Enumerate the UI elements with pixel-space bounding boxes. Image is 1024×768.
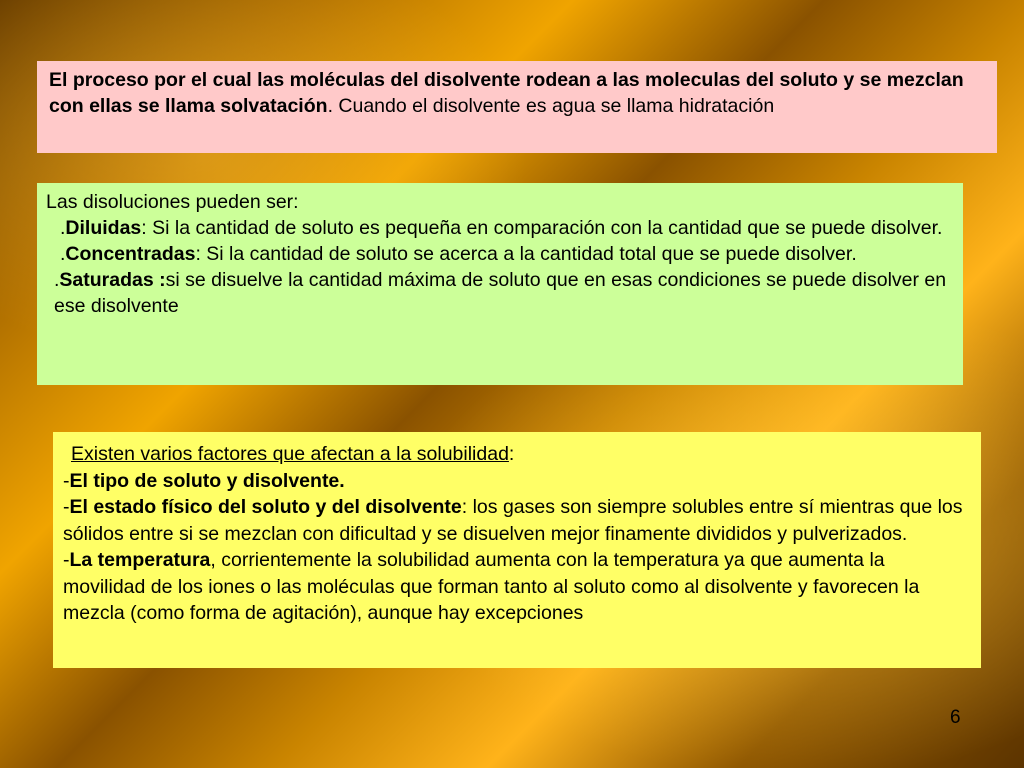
factor-tipo: [63, 468, 971, 495]
item-text: : los gases son siempre solubles entre sí mientras que los sólidos entre si se mezclan con dificultad y se disuelven mejor finamente divididos y pulverizados.: [63, 496, 963, 545]
item-term: Diluidas: [65, 217, 142, 239]
item-prefix: -: [63, 469, 70, 492]
item-text: : Si la cantidad de soluto es pequeña en comparación con la cantidad que se puede disolver.: [141, 217, 943, 239]
solution-type-saturadas: [46, 267, 954, 319]
factor-temperatura: [63, 547, 971, 627]
intro-colon: :: [508, 443, 515, 465]
solvation-definition-rest: . Cuando el disolvente es agua se llama hidratación: [327, 95, 775, 117]
solution-type-diluidas: [46, 215, 954, 241]
solution-types-intro: Las disoluciones pueden ser:: [46, 191, 299, 213]
item-term: El tipo de soluto y disolvente.: [69, 469, 345, 492]
item-prefix: .: [60, 217, 66, 239]
item-term: La temperatura: [69, 549, 211, 571]
item-text: , corrientemente la solubilidad aumenta con la temperatura ya que aumenta la movilidad de los iones o las moléculas que forman tanto al soluto como al disolvente y favorecen la mezcla (como forma de agitación), aunque hay excepciones: [63, 549, 920, 624]
item-prefix: -: [63, 496, 70, 518]
item-term: Saturadas :: [59, 269, 166, 291]
item-term: El estado físico del soluto y del disolvente: [69, 496, 462, 518]
solution-type-concentradas: [46, 241, 954, 267]
solubility-factors-intro-text: Existen varios factores que afectan a la solubilidad: [71, 443, 509, 465]
solubility-factors-box: [53, 432, 981, 668]
item-text: si se disuelve la cantidad máxima de soluto que en esas condiciones se puede disolver en ese disolvente: [54, 269, 947, 317]
item-prefix: .: [54, 269, 60, 291]
solution-types-box: [37, 183, 963, 385]
item-prefix: -: [63, 549, 70, 571]
item-text: : Si la cantidad de soluto se acerca a la cantidad total que se puede disolver.: [195, 243, 857, 265]
solvation-definition-bold: El proceso por el cual las moléculas del disolvente rodean a las moleculas del soluto y se mezclan con ellas se llama solvatación: [49, 69, 964, 117]
slide-number: 6: [950, 707, 961, 728]
item-prefix: .: [60, 243, 66, 265]
solvation-definition-box: [37, 61, 997, 153]
solubility-factors-intro: [63, 441, 971, 468]
factor-estado-fisico: [63, 494, 971, 547]
item-term: Concentradas: [65, 243, 196, 265]
